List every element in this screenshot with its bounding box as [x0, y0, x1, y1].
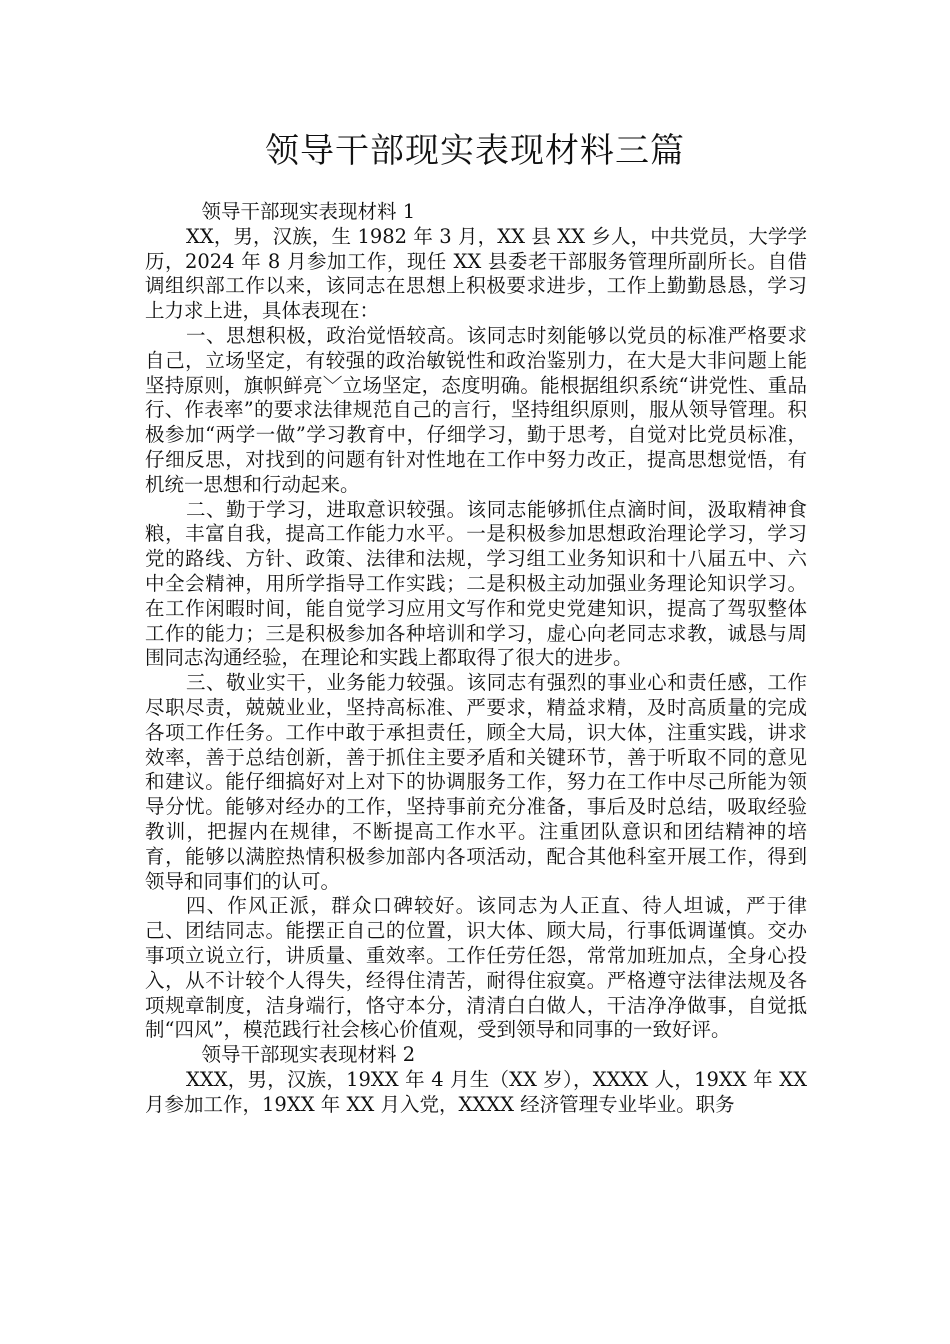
section-1-paragraph-point-2: 二、勤于学习，进取意识较强。该同志能够抓住点滴时间，汲取精神食粮，丰富自我，提高工作能力水平。一是积极参加思想政治理论学习，学习党的路线、方针、政策、法律和法规，学习组工业务知识和十八届五中、六中全会精神，用所学指导工作实践；二是积极主动加强业务理论知识学习。在工作闲暇时间，能自觉学习应用文写作和党史党建知识，提高了驾驭整体工作的能力；三是积极参加各种培训和学习，虚心向老同志求教，诚恳与周围同志沟通经验，在理论和实践上都取得了很大的进步。: [145, 497, 807, 670]
section-2-heading: 领导干部现实表现材料 2: [201, 1043, 416, 1067]
section-1-paragraph-intro: XX，男，汉族，生 1982 年 3 月，XX 县 XX 乡人，中共党员，大学学历，2024 年 8 月参加工作，现任 XX 县委老干部服务管理所副所长。自借调组织部工作以来，该同志在思想上积极要求进步，工作上勤勤恳恳，学习上力求上进，具体表现在：: [145, 224, 807, 323]
document-body: [145, 200, 807, 1117]
document-title: 领导干部现实表现材料三篇: [265, 131, 685, 171]
section-1-heading: 领导干部现实表现材料 1: [201, 200, 416, 223]
section-1-paragraph-point-4: 四、作风正派，群众口碑较好。该同志为人正直、待人坦诚，严于律己、团结同志。能摆正自己的位置，识大体、顾大局，行事低调谨慎。交办事项立说立行，讲质量、重效率。工作任劳任怨，常常加班加点，全身心投入，从不计较个人得失，经得住清苦，耐得住寂寞。严格遵守法律法规及各项规章制度，洁身端行，恪守本分，清清白白做人，干洁净净做事，自觉抵制“四风”，模范践行社会核心价值观，受到领导和同事的一致好评。: [145, 894, 807, 1042]
section-1-paragraph-point-1: 一、思想积极，政治觉悟较高。该同志时刻能够以党员的标准严格要求自己，立场坚定，有较强的政治敏锐性和政治鉴别力，在大是大非问题上能坚持原则，旗帜鲜亮﹀立场坚定，态度明确。能根据组织系统“讲党性、重品行、作表率”的要求法律规范自己的言行，坚持组织原则，服从领导管理。积极参加“两学一做”学习教育中，仔细学习，勤于思考，自觉对比党员标准，仔细反思，对找到的问题有针对性地在工作中努力改正，提高思想觉悟，有机统一思想和行动起来。: [145, 323, 807, 496]
section-2-paragraph-intro: XXX，男，汉族，19XX 年 4 月生（XX 岁），XXXX 人，19XX 年 XX 月参加工作，19XX 年 XX 月入党，XXXX 经济管理专业毕业。职务: [145, 1067, 807, 1116]
section-1-paragraph-point-3: 三、敬业实干，业务能力较强。该同志有强烈的事业心和责任感，工作尽职尽责，兢兢业业，坚持高标准、严要求，精益求精，及时高质量的完成各项工作任务。工作中敢于承担责任，顾全大局，识大体，注重实践，讲求效率，善于总结创新，善于抓住主要矛盾和关键环节，善于听取不同的意见和建议。能仔细搞好对上对下的协调服务工作，努力在工作中尽己所能为领导分忧。能够对经办的工作，坚持事前充分准备，事后及时总结，吸取经验教训，把握内在规律，不断提高工作水平。注重团队意识和团结精神的培育，能够以满腔热情积极参加部内各项活动，配合其他科室开展工作，得到领导和同事们的认可。: [145, 671, 807, 893]
